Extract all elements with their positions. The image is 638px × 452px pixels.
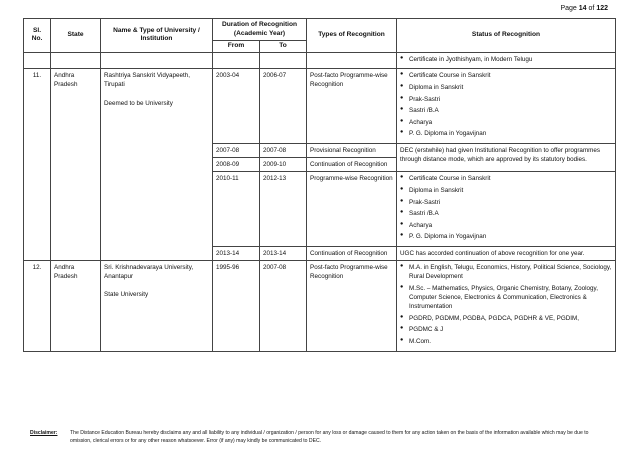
table-row bbox=[24, 261, 616, 352]
list-item: ● Acharya bbox=[400, 118, 612, 127]
list-item: ● P. G. Diploma in Yogavijnan bbox=[400, 232, 612, 241]
list-item: ● M.Sc. – Mathematics, Physics, Organic Chemistry, Botany, Zoology, Computer Science, Electronics & Communication, Electronics & Instrumentation bbox=[400, 284, 612, 311]
type-cell: Continuation of Recognition bbox=[307, 247, 397, 261]
list-item: ● PGDMC & J bbox=[400, 325, 612, 334]
from-cell: 2010-11 bbox=[213, 172, 260, 247]
to-cell: 2012-13 bbox=[260, 172, 307, 247]
cell bbox=[101, 52, 213, 69]
type-cell: Post-facto Programme-wise Recognition bbox=[307, 261, 397, 352]
page-total: 122 bbox=[596, 5, 608, 12]
cell bbox=[24, 52, 51, 69]
university-name: Sri. Krishnadevaraya University, Anantapur bbox=[104, 264, 194, 281]
list-item: ● P. G. Diploma in Yogavijnan bbox=[400, 129, 612, 138]
status-list bbox=[400, 55, 612, 64]
to-cell: 2007-08 bbox=[260, 261, 307, 352]
shared-status-cell: DEC (erstwhile) had given Institutional Recognition to offer programmes through distance mode, which are approved by its statutory bodies. bbox=[397, 144, 616, 172]
list-item: ● Diploma in Sanskrit bbox=[400, 83, 612, 92]
status-list bbox=[400, 263, 612, 346]
to-cell: 2006-07 bbox=[260, 69, 307, 144]
cell bbox=[307, 52, 397, 69]
header-duration: Duration of Recognition (Academic Year) bbox=[213, 19, 307, 41]
list-item: ● M.A. in English, Telugu, Economics, History, Political Science, Sociology, Rural Development bbox=[400, 263, 612, 281]
from-cell: 2003-04 bbox=[213, 69, 260, 144]
list-item: ● Sastri /B.A bbox=[400, 209, 612, 218]
recognition-table bbox=[23, 18, 616, 352]
page-of: of bbox=[588, 5, 595, 12]
from-cell: 1995-96 bbox=[213, 261, 260, 352]
from-cell: 2007-08 bbox=[213, 144, 260, 158]
disclaimer bbox=[30, 430, 610, 445]
header-row bbox=[24, 19, 616, 41]
state-cell: Andhra Pradesh bbox=[51, 261, 101, 352]
continuation-row bbox=[24, 52, 616, 69]
list-item: ● M.Com. bbox=[400, 337, 612, 346]
list-item: ● Certificate in Jyothishyam, in Modern Telugu bbox=[400, 55, 612, 64]
list-item: ● Diploma in Sanskrit bbox=[400, 186, 612, 195]
type-cell: Continuation of Recognition bbox=[307, 158, 397, 172]
from-cell: 2008-09 bbox=[213, 158, 260, 172]
sl-cell: 11. bbox=[24, 69, 51, 261]
status-cell: UGC has accorded continuation of above recognition for one year. bbox=[397, 247, 616, 261]
disclaimer-text: The Distance Education Bureau hereby disclaims any and all liability to any individual / organization / person for any loss or damage caused to them for any action taken on the basis of the information available which may be due to omission, clerical errors or for any other reason whatsoever. Error (if any) may kindly be communicated to DEC. bbox=[70, 430, 589, 444]
list-item: ● Acharya bbox=[400, 221, 612, 230]
page-current: 14 bbox=[578, 5, 587, 12]
sl-cell: 12. bbox=[24, 261, 51, 352]
university-cell bbox=[101, 261, 213, 352]
header-name: Name & Type of University / Institution bbox=[101, 19, 213, 53]
to-cell: 2009-10 bbox=[260, 158, 307, 172]
list-item: ● Certificate Course in Sanskrit bbox=[400, 174, 612, 183]
university-type: State University bbox=[104, 291, 149, 299]
status-cell bbox=[397, 52, 616, 69]
type-cell: Post-facto Programme-wise Recognition bbox=[307, 69, 397, 144]
cell bbox=[260, 52, 307, 69]
university-name: Rashtriya Sanskrit Vidyapeeth, Tirupati bbox=[104, 72, 190, 89]
header-from: From bbox=[213, 41, 260, 53]
status-cell bbox=[397, 261, 616, 352]
header-to: To bbox=[260, 41, 307, 53]
to-cell: 2007-08 bbox=[260, 144, 307, 158]
status-list bbox=[400, 174, 612, 241]
page-label: Page bbox=[560, 5, 577, 12]
list-item: ● Prak-Sastri bbox=[400, 198, 612, 207]
cell bbox=[213, 52, 260, 69]
list-item: ● Certificate Course in Sanskrit bbox=[400, 71, 612, 80]
list-item: ● Sastri /B.A bbox=[400, 106, 612, 115]
cell bbox=[51, 52, 101, 69]
status-cell bbox=[397, 69, 616, 144]
state-cell: Andhra Pradesh bbox=[51, 69, 101, 261]
header-sl: Sl. No. bbox=[24, 19, 51, 53]
header-status: Status of Recognition bbox=[397, 19, 616, 53]
list-item: ● PGDRD, PGDMM, PGDBA, PGDCA, PGDHR & VE, PGDIM, bbox=[400, 314, 612, 323]
university-cell bbox=[101, 69, 213, 261]
page-number bbox=[560, 5, 608, 12]
status-list bbox=[400, 71, 612, 138]
header-types: Types of Recognition bbox=[307, 19, 397, 53]
table-row bbox=[24, 69, 616, 144]
disclaimer-label: Disclaimer: bbox=[30, 430, 58, 436]
to-cell: 2013-14 bbox=[260, 247, 307, 261]
type-cell: Programme-wise Recognition bbox=[307, 172, 397, 247]
list-item: ● Prak-Sastri bbox=[400, 95, 612, 104]
from-cell: 2013-14 bbox=[213, 247, 260, 261]
type-cell: Provisional Recognition bbox=[307, 144, 397, 158]
university-type: Deemed to be University bbox=[104, 99, 173, 107]
status-cell bbox=[397, 172, 616, 247]
header-state: State bbox=[51, 19, 101, 53]
